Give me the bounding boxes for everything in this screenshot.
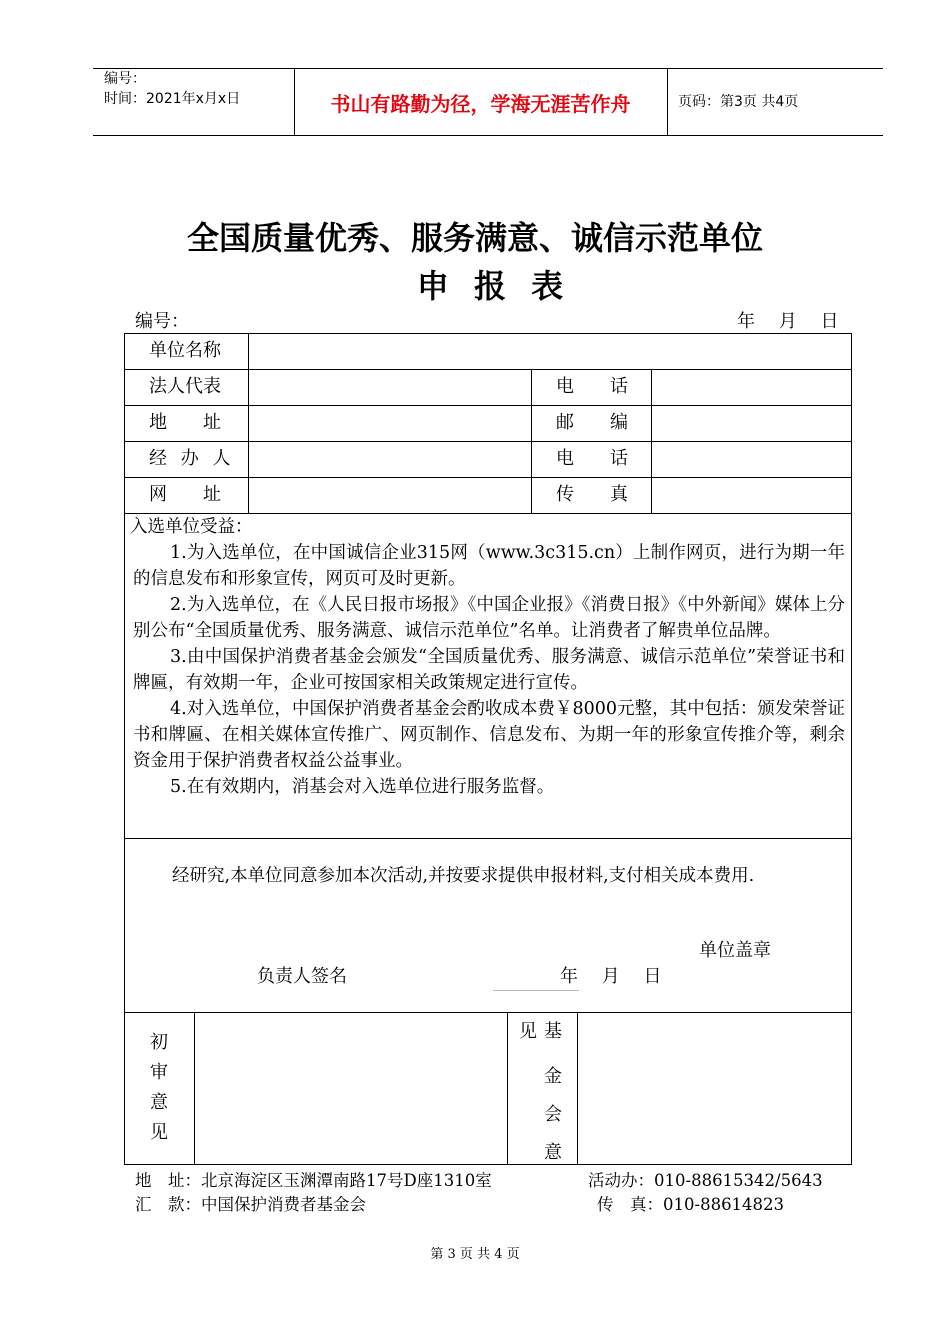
form-subtitle: 申 报 表	[416, 267, 564, 305]
legal-rep-label: 法人代表	[149, 376, 221, 397]
table-top-border	[124, 333, 852, 334]
col-divider	[531, 369, 532, 513]
benefits-section	[130, 514, 845, 800]
table-left-border	[124, 333, 125, 1165]
row-divider	[124, 1012, 852, 1013]
header-top-rule	[93, 68, 883, 69]
col-divider	[651, 369, 652, 513]
phone-field[interactable]	[653, 371, 850, 404]
agreement-date-label: 年 月 日	[560, 966, 662, 987]
foundation-opinion-char: 基	[544, 1021, 562, 1042]
fax-label: 传 真	[556, 484, 628, 505]
form-title: 全国质量优秀、服务满意、诚信示范单位	[186, 219, 763, 257]
col-divider	[194, 1012, 195, 1164]
phone-label: 电 话	[556, 376, 628, 397]
header-serial-label: 编号：	[104, 71, 146, 87]
address-field[interactable]	[250, 407, 530, 440]
benefits-heading: 入选单位受益：	[130, 517, 253, 537]
foundation-opinion-field[interactable]	[579, 1014, 850, 1163]
col-divider	[507, 1012, 508, 1164]
header-bottom-rule	[93, 135, 883, 136]
header-motto: 书山有路勤为径，学海无涯苦作舟	[330, 92, 631, 116]
footer-address: 地 址：北京海淀区玉渊潭南路17号D座1310室	[135, 1171, 492, 1190]
signature-line[interactable]	[493, 990, 579, 991]
benefit-item: 2.为入选单位，在《人民日报市场报》《中国企业报》《消费日报》《中外新闻》媒体上分别公布“全国质量优秀、服务满意、诚信示范单位”名单。让消费者了解贵单位品牌。	[133, 595, 845, 641]
row-divider	[124, 441, 852, 442]
form-date-label: 年 月 日	[737, 311, 839, 332]
header-divider-right	[667, 68, 668, 136]
handler-field[interactable]	[250, 443, 530, 476]
agreement-statement: 经研究,本单位同意参加本次活动,并按要求提供申报材料,支付相关成本费用.	[172, 866, 755, 886]
handler-phone-label: 电 话	[556, 448, 628, 469]
postcode-field[interactable]	[653, 407, 850, 440]
benefit-item: 5.在有效期内，消基会对入选单位进行服务监督。	[170, 777, 555, 797]
initial-review-char: 意	[150, 1092, 168, 1113]
foundation-opinion-char: 意	[544, 1142, 562, 1163]
foundation-opinion-char: 金	[544, 1066, 562, 1087]
unit-name-label: 单位名称	[149, 340, 221, 361]
postcode-label: 邮 编	[556, 412, 628, 433]
foundation-opinion-label	[543, 1020, 563, 1172]
row-divider	[124, 369, 852, 370]
seal-label: 单位盖章	[699, 940, 771, 961]
footer-fax: 传 真：010-88614823	[597, 1195, 785, 1214]
initial-review-field[interactable]	[196, 1014, 506, 1163]
unit-name-field[interactable]	[250, 335, 850, 368]
form-serial-label: 编号：	[135, 311, 189, 332]
initial-review-char: 审	[150, 1062, 168, 1083]
footer-office: 活动办：010-88615342/5643	[588, 1171, 823, 1190]
table-bottom-border	[124, 1164, 852, 1165]
handler-phone-field[interactable]	[653, 443, 850, 476]
header-time-label: 时间：2021年x月x日	[104, 91, 241, 107]
row-divider	[124, 477, 852, 478]
initial-review-label	[149, 1028, 169, 1148]
benefit-item: 1.为入选单位，在中国诚信企业315网（www.3c315.cn）上制作网页，进行为期一年的信息发布和形象宣传，网页可及时更新。	[133, 543, 845, 589]
row-divider	[124, 405, 852, 406]
table-right-border	[851, 333, 852, 1165]
website-label: 网 址	[149, 484, 221, 505]
col-divider	[248, 333, 249, 513]
signer-label: 负责人签名	[257, 966, 347, 987]
benefit-item: 3.由中国保护消费者基金会颁发“全国质量优秀、服务满意、诚信示范单位”荣誉证书和牌匾，有效期一年，企业可按国家相关政策规定进行宣传。	[133, 647, 845, 693]
legal-rep-field[interactable]	[250, 371, 530, 404]
foundation-opinion-top-char: 见	[519, 1021, 537, 1042]
header-page-info: 页码：第3页 共4页	[678, 94, 799, 110]
initial-review-char: 见	[150, 1122, 168, 1143]
footer-remit: 汇 款：中国保护消费者基金会	[135, 1195, 366, 1214]
page-footer: 第 3 页 共 4 页	[430, 1247, 520, 1262]
fax-field[interactable]	[653, 479, 850, 512]
benefit-item: 4.对入选单位，中国保护消费者基金会酌收成本费￥8000元整，其中包括：颁发荣誉证书和牌匾、在相关媒体宣传推广、网页制作、信息发布、为期一年的形象宣传推介等，剩余资金用于保护消费者权益公益事业。	[133, 699, 845, 771]
foundation-opinion-char: 会	[544, 1104, 562, 1125]
row-divider	[124, 838, 852, 839]
address-label: 地 址	[149, 412, 221, 433]
col-divider	[577, 1012, 578, 1164]
handler-label: 经 办 人	[149, 448, 235, 469]
initial-review-char: 初	[150, 1032, 168, 1053]
website-field[interactable]	[250, 479, 530, 512]
